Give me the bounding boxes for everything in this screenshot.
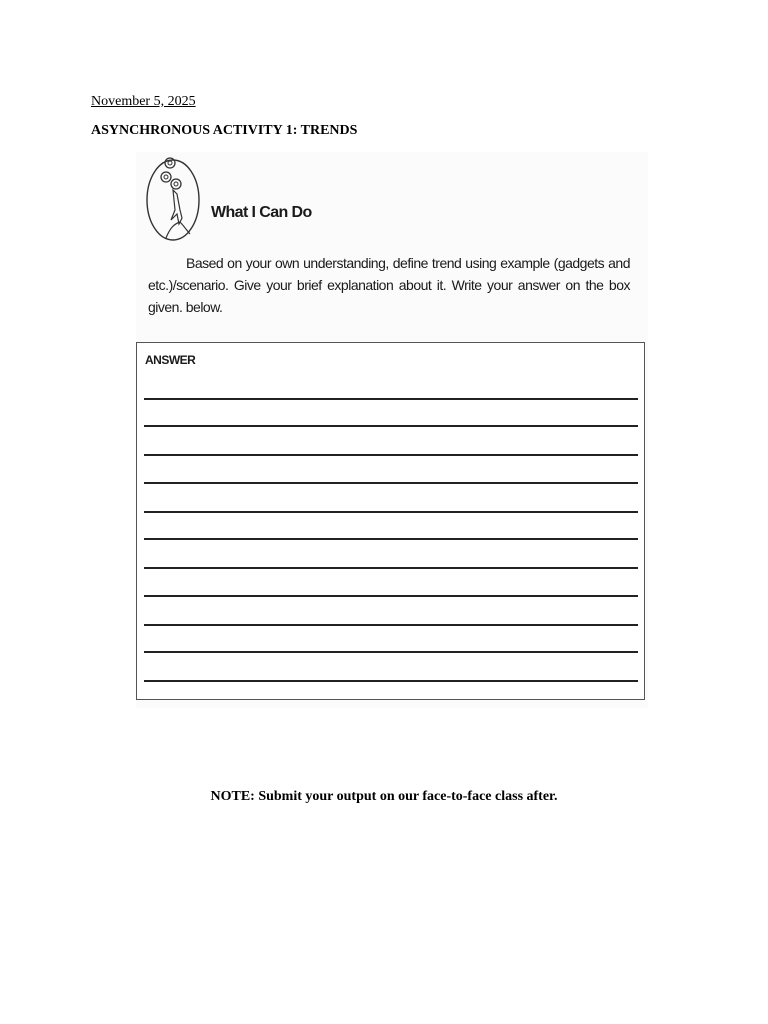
answer-line	[144, 651, 638, 653]
answer-line	[144, 482, 638, 484]
answer-line	[144, 595, 638, 597]
answer-line	[144, 567, 638, 569]
activity-title: ASYNCHRONOUS ACTIVITY 1: TRENDS	[91, 123, 358, 138]
answer-line	[144, 511, 638, 513]
section-heading: What I Can Do	[211, 204, 312, 221]
answer-line	[144, 624, 638, 626]
document-date: November 5, 2025	[91, 94, 196, 109]
answer-line	[144, 454, 638, 456]
answer-line	[144, 398, 638, 400]
answer-line	[144, 680, 638, 682]
answer-box	[136, 342, 645, 700]
answer-line	[144, 538, 638, 540]
answer-line	[144, 425, 638, 427]
instructions-text: Based on your own understanding, define trend using example (gadgets and etc.)/scenario. Give your brief explanation about it. Write your answer on the box given. below.	[148, 255, 630, 315]
submission-note: NOTE: Submit your output on our face-to-face class after.	[210, 789, 558, 804]
lamp-of-knowledge-icon	[144, 154, 202, 244]
answer-label: ANSWER	[145, 353, 196, 367]
module-worksheet-image	[136, 152, 648, 708]
